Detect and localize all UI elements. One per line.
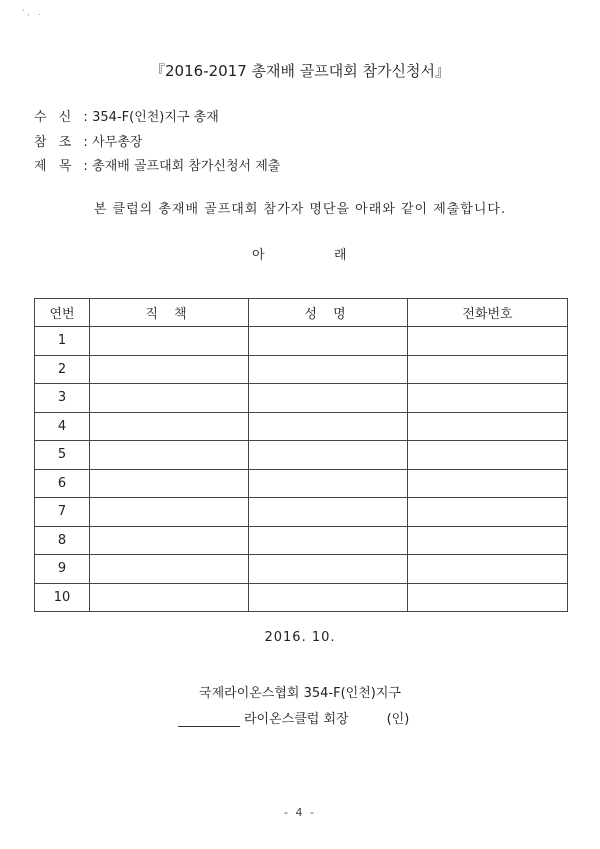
cell-position[interactable] [90,441,249,470]
table-row [35,441,568,470]
signature-role: 라이온스클럽 회장 [244,712,349,727]
cell-name[interactable] [249,469,408,498]
cell-phone[interactable] [408,412,568,441]
organization-name: 국제라이온스협회 354-F(인천)지구 [199,686,401,701]
meta-value: 사무총장 [92,135,143,150]
table-row [35,412,568,441]
cell-position[interactable] [90,583,249,612]
table-row [35,384,568,413]
club-name-blank[interactable] [178,712,240,727]
cell-position[interactable] [90,498,249,527]
scan-mark: ', . [22,8,44,17]
cell-name[interactable] [249,412,408,441]
header-phone: 전화번호 [408,299,568,327]
cell-name[interactable] [249,498,408,527]
participant-table [34,298,568,612]
document-title: 『2016-2017 총재배 골프대회 참가신청서』 [150,62,450,80]
cell-name[interactable] [249,583,408,612]
cell-phone[interactable] [408,555,568,584]
meta-label: 참 조 : [34,135,92,150]
section-heading-left: 아 [252,248,265,263]
row-no: 1 [35,327,90,356]
header-position: 직 책 [90,299,249,327]
table-header-row [35,299,568,327]
cell-name[interactable] [249,526,408,555]
cell-name[interactable] [249,555,408,584]
seal-mark: (인) [386,712,410,727]
meta-subject [34,155,280,174]
table-row [35,583,568,612]
cell-phone[interactable] [408,469,568,498]
row-no: 2 [35,355,90,384]
meta-label: 제 목 : [34,159,92,174]
meta-recipient [34,106,219,125]
cell-phone[interactable] [408,327,568,356]
row-no: 5 [35,441,90,470]
cell-phone[interactable] [408,441,568,470]
page-number: - 4 - [284,806,316,819]
table-row [35,526,568,555]
table-row [35,469,568,498]
body-text: 본 클럽의 총재배 골프대회 참가자 명단을 아래와 같이 제출합니다. [93,202,507,217]
header-no: 연번 [35,299,90,327]
meta-label: 수 신 : [34,110,92,125]
cell-name[interactable] [249,441,408,470]
cell-name[interactable] [249,327,408,356]
table-row [35,355,568,384]
table-row [35,327,568,356]
cell-position[interactable] [90,469,249,498]
cell-phone[interactable] [408,384,568,413]
table-row [35,555,568,584]
header-name: 성 명 [249,299,408,327]
cell-position[interactable] [90,412,249,441]
row-no: 7 [35,498,90,527]
cell-phone[interactable] [408,498,568,527]
cell-name[interactable] [249,384,408,413]
row-no: 3 [35,384,90,413]
meta-value: 354-F(인천)지구 총재 [92,110,219,125]
submission-date: 2016. 10. [264,630,336,645]
cell-position[interactable] [90,355,249,384]
table-row [35,498,568,527]
cell-phone[interactable] [408,583,568,612]
section-heading-right: 래 [334,248,347,263]
cell-position[interactable] [90,555,249,584]
cell-position[interactable] [90,384,249,413]
row-no: 6 [35,469,90,498]
row-no: 10 [35,583,90,612]
cell-position[interactable] [90,526,249,555]
cell-phone[interactable] [408,355,568,384]
meta-value: 총재배 골프대회 참가신청서 제출 [92,159,281,174]
row-no: 9 [35,555,90,584]
section-heading [0,244,600,264]
signature-line [178,708,409,727]
row-no: 4 [35,412,90,441]
row-no: 8 [35,526,90,555]
meta-reference [34,131,142,150]
cell-phone[interactable] [408,526,568,555]
cell-name[interactable] [249,355,408,384]
cell-position[interactable] [90,327,249,356]
